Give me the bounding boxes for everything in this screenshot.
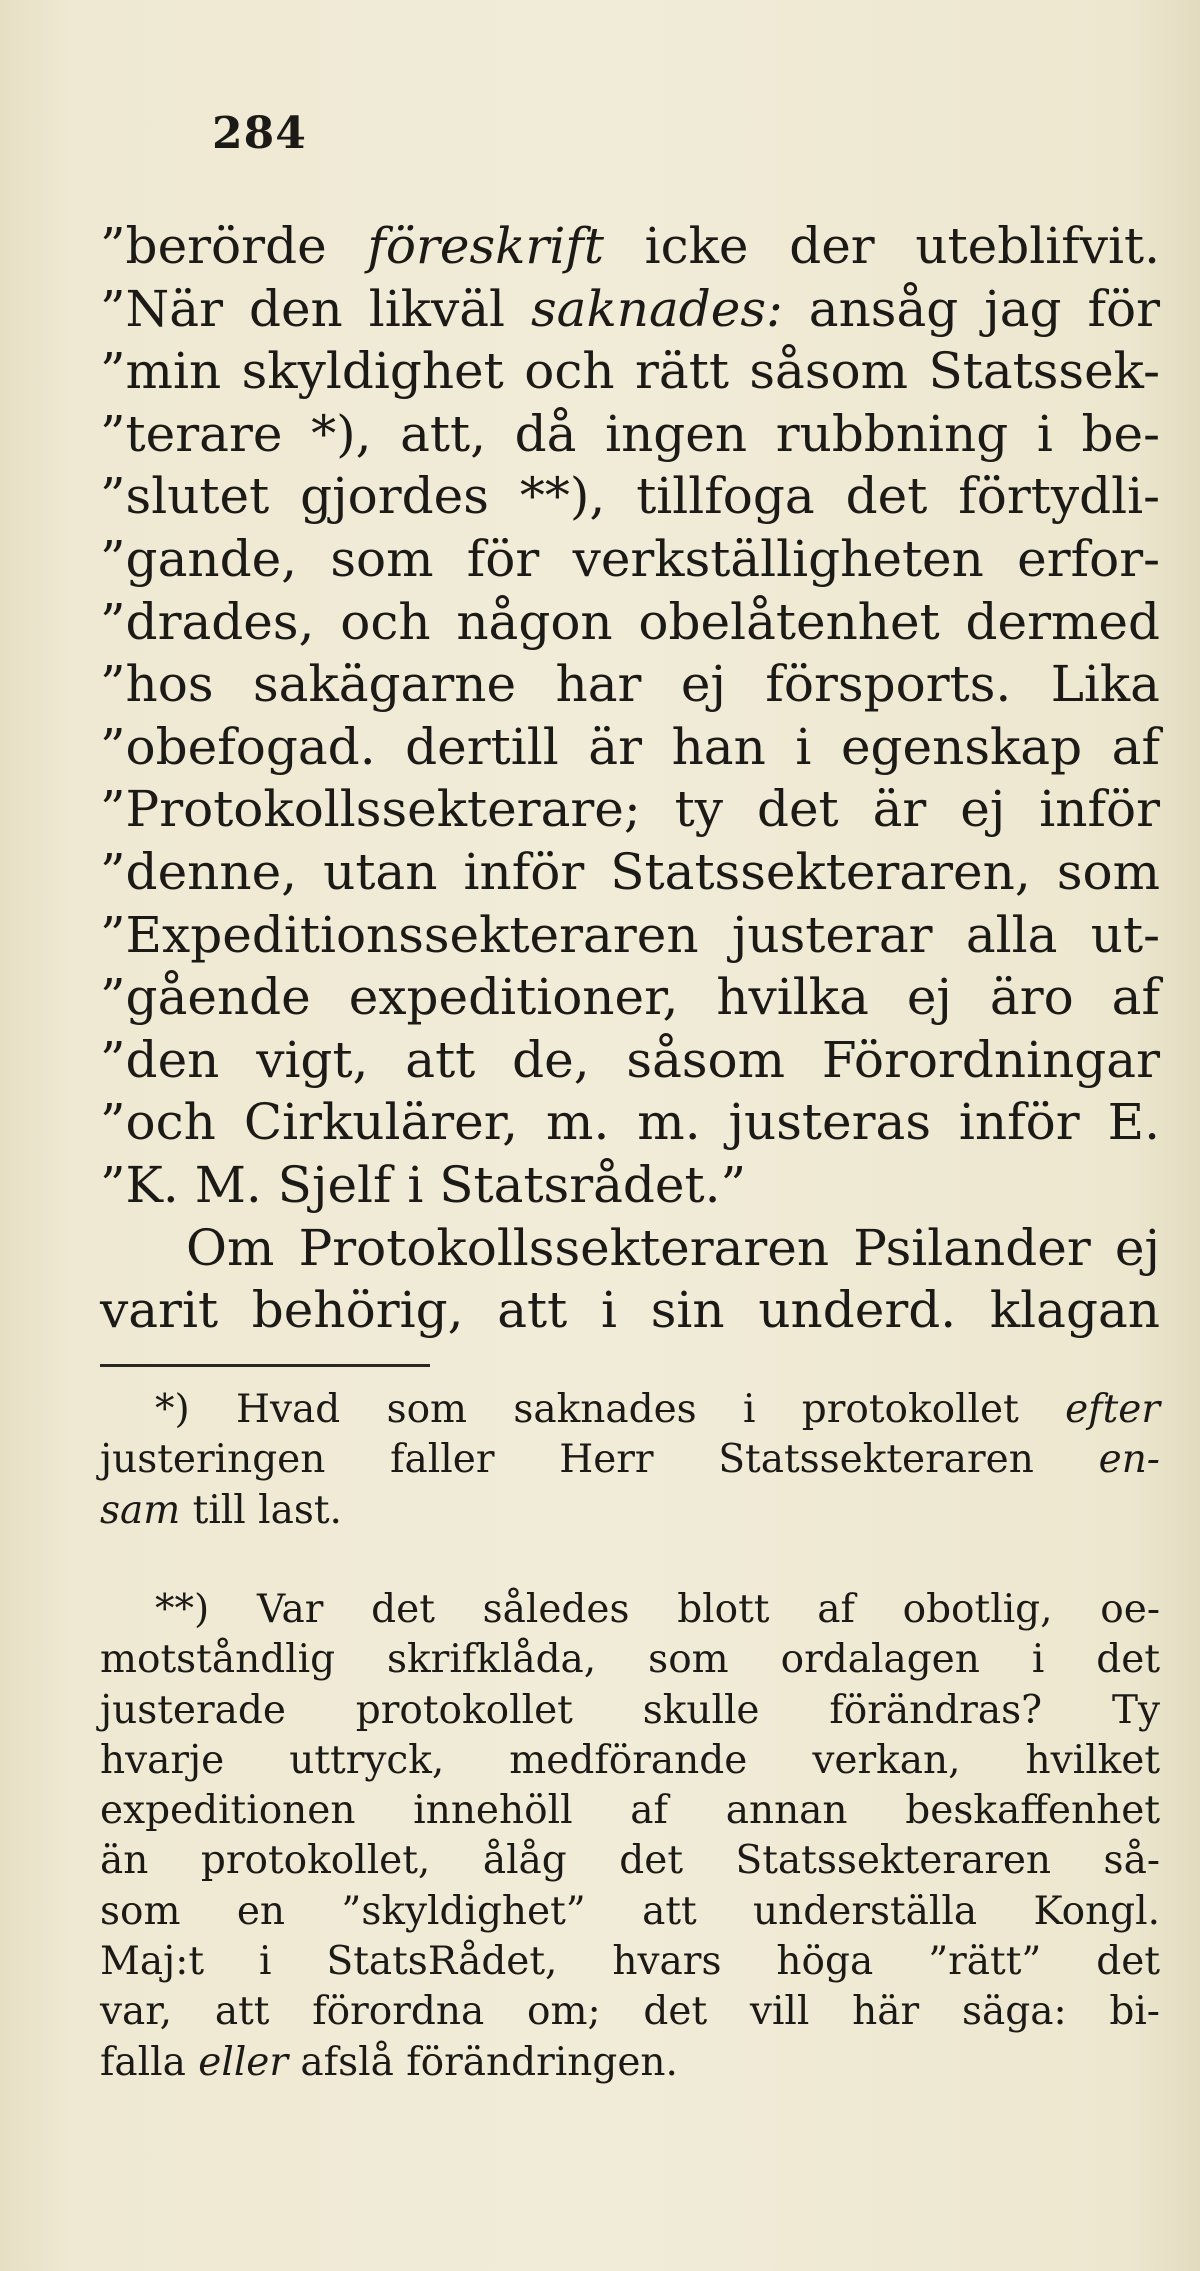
main-text (100, 215, 1160, 1342)
text-line: ”Protokollssekterare; ty det är ej inför (100, 780, 1160, 839)
text-line: ”gående expeditioner, hvilka ej äro af (100, 968, 1160, 1027)
text-line: varit behörig, att i sin underd. klagan (100, 1281, 1160, 1340)
text-line: ”gande, som för verkställigheten erfor- (100, 529, 1160, 588)
text-line: ”När den likväl saknades: ansåg jag för (100, 279, 1160, 338)
text-line: ”obefogad. dertill är han i egenskap af (100, 717, 1160, 776)
footnote-line: justerade protokollet skulle förändras? Ty (100, 1687, 1160, 1733)
text-line: ”och Cirkulärer, m. m. justeras inför E. (100, 1093, 1160, 1152)
text-line: ”hos sakägarne har ej försports. Lika (100, 655, 1160, 714)
footnote-2 (100, 1585, 1160, 2088)
text-line: ”berörde föreskrift icke der uteblifvit. (100, 217, 1160, 275)
footnote-line: falla eller afslå förändringen. (100, 2039, 678, 2085)
text-line: ”slutet gjordes **), tillfoga det förtydli- (100, 467, 1160, 526)
emphasis: saknades: (530, 279, 783, 338)
text-line: ”drades, och någon obelåtenhet dermed (100, 592, 1160, 651)
footnote-separator (100, 1364, 430, 1367)
emphasis: eller (198, 2039, 289, 2085)
page-number: 284 (212, 108, 307, 159)
footnote-line: expeditionen innehöll af annan beskaffenhet (100, 1788, 1160, 1834)
footnote-line: Maj:t i StatsRådet, hvars höga ”rätt” det (100, 1939, 1160, 1985)
emphasis: efter (1065, 1387, 1160, 1432)
footnote-line: var, att förordna om; det vill här säga: bi- (100, 1989, 1160, 2035)
emphasis: föreskrift (367, 217, 604, 275)
footnote-line: *) Hvad som saknades i protokollet efter (155, 1387, 1160, 1432)
footnote-1 (100, 1385, 1160, 1536)
footnote-line: än protokollet, ålåg det Statssekteraren så- (100, 1838, 1160, 1884)
footnote-line: motståndlig skrifklåda, som ordalagen i det (100, 1637, 1160, 1683)
text-line: ”min skyldighet och rätt såsom Statssek- (100, 342, 1160, 401)
text-line: ”terare *), att, då ingen rubbning i be- (100, 404, 1160, 463)
footnote-line: justeringen faller Herr Statssekteraren en- (100, 1437, 1160, 1483)
text-line: ”den vigt, att de, såsom Förordningar (100, 1030, 1160, 1089)
text-line: ”K. M. Sjelf i Statsrådet.” (100, 1155, 747, 1214)
footnote-line: som en ”skyldighet” att underställa Kongl. (100, 1888, 1160, 1934)
text-line: ”denne, utan inför Statssekteraren, som (100, 842, 1160, 901)
footnote-line: **) Var det således blott af obotlig, oe- (155, 1587, 1160, 1632)
paragraph-start-line: Om Protokollssekteraren Psilander ej (186, 1218, 1160, 1277)
footnote-line: sam till last. (100, 1487, 342, 1533)
footnote-line: hvarje uttryck, medförande verkan, hvilket (100, 1737, 1160, 1783)
text-line: ”Expeditionssekteraren justerar alla ut- (100, 905, 1160, 964)
emphasis: sam (100, 1487, 181, 1533)
emphasis: en- (1098, 1437, 1160, 1483)
